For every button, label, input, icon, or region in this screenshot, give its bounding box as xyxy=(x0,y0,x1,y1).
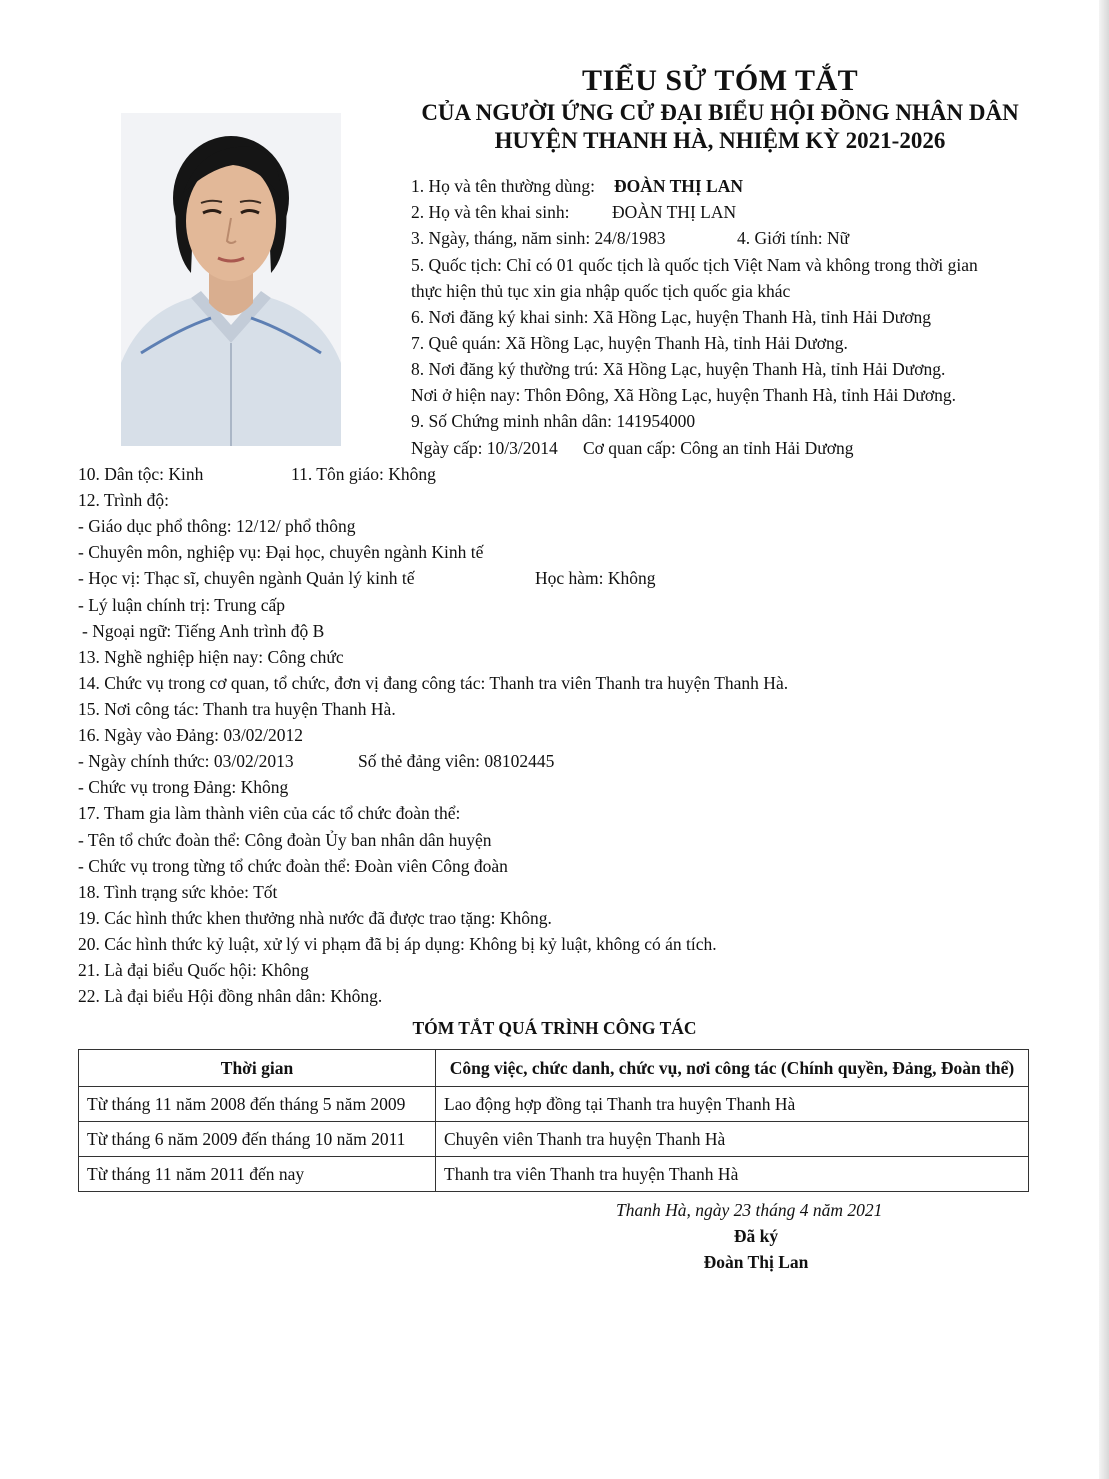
history-job: Lao động hợp đồng tại Thanh tra huyện Thanh Hà xyxy=(436,1087,1029,1122)
info-line-12c: - Học vị: Thạc sĩ, chuyên ngành Quản lý kinh tế xyxy=(78,568,415,588)
info-line-1: 1. Họ và tên thường dùng: ĐOÀN THỊ LAN xyxy=(411,176,744,196)
history-job: Thanh tra viên Thanh tra huyện Thanh Hà xyxy=(436,1157,1029,1192)
candidate-photo xyxy=(121,113,341,446)
info-line-5b: thực hiện thủ tục xin gia nhập quốc tịch quốc gia khác xyxy=(411,281,791,301)
info-line-12d: - Lý luận chính trị: Trung cấp xyxy=(78,595,286,615)
history-time: Từ tháng 11 năm 2011 đến nay xyxy=(79,1157,436,1192)
info-line-12e: - Ngoại ngữ: Tiếng Anh trình độ B xyxy=(82,621,325,641)
info-line-17: 17. Tham gia làm thành viên của các tổ chức đoàn thể: xyxy=(78,803,461,823)
info-line-15: 15. Nơi công tác: Thanh tra huyện Thanh Hà. xyxy=(78,699,396,719)
info-line-13: 13. Nghề nghiệp hiện nay: Công chức xyxy=(78,647,344,667)
signature-date: Thanh Hà, ngày 23 tháng 4 năm 2021 xyxy=(616,1200,883,1220)
history-col-job: Công việc, chức danh, chức vụ, nơi công tác (Chính quyền, Đảng, Đoàn thể) xyxy=(436,1050,1029,1087)
document-page: TIỂU SỬ TÓM TẮT CỦA NGƯỜI ỨNG CỬ ĐẠI BIỂU HỘI ĐỒNG NHÂN DÂN HUYỆN THANH HÀ, NHIỆM KỲ 2021-2026 1. Họ và tên thường dùng: ĐOÀN THỊ LAN 2. Họ và tên khai sinh: ĐOÀN THỊ LAN 3. Ngày, tháng, năm sinh: 24/8/1983 4. Giới tính: Nữ 5. Quốc tịch: Chỉ có 01 quốc tịch là quốc tịch Việt Nam và không trong thời gian thực hiện thủ tục xin gia nhập quốc tịch quốc gia khác 6. Nơi đăng ký khai sinh: Xã Hồng Lạc, huyện Thanh Hà, tỉnh Hải Dương 7. Quê quán: Xã Hồng Lạc, huyện Thanh Hà, tỉnh Hải Dương. 8. Nơi đăng ký thường trú: Xã Hồng Lạc, huyện Thanh Hà, tỉnh Hải Dương. Nơi ở hiện nay: Thôn Đông, Xã Hồng Lạc, huyện Thanh Hà, tỉnh Hải Dương. 9. Số Chứng minh nhân dân: 141954000 Ngày cấp: 10/3/2014 Cơ quan cấp: Công an tỉnh Hải Dương 10. Dân tộc: Kinh 11. Tôn giáo: Không 12. Trình độ: - Giáo dục phổ thông: 12/12/ phổ thông - Chuyên môn, nghiệp vụ: Đại học, chuyên ngành Kinh tế - Học vị: Thạc sĩ, chuyên ngành Quản lý kinh tế Học hàm: Không - Lý luận chính trị: Trung cấp - Ngoại ngữ: Tiếng Anh trình độ B 13. Nghề nghiệp hiện nay: Công chức 14. Chức vụ trong cơ quan, tổ chức, đơn vị đang công tác: Thanh tra viên Thanh tra huyện Thanh Hà. 15. Nơi công tác: Thanh tra huyện Thanh Hà. 16. Ngày vào Đảng: 03/02/2012 - Ngày chính thức: 03/02/2013 Số thẻ đảng viên: 08102445 - Chức vụ trong Đảng: Không 17. Tham gia làm thành viên của các tổ chức đoàn thể: - Tên tổ chức đoàn thể: Công đoàn Ủy ban nhân dân huyện - Chức vụ trong từng tổ chức đoàn thể: Đoàn viên Công đoàn 18. Tình trạng sức khỏe: Tốt 19. Các hình thức khen thưởng nhà nước đã được trao tặng: Không. 20. Các hình thức kỷ luật, xử lý vi phạm đã bị áp dụng: Không bị kỷ luật, không có án tích. 21. Là đại biểu Quốc hội: Không 22. Là đại biểu Hội đồng nhân dân: Không. TÓM TẮT QUÁ TRÌNH CÔNG TÁC Thời gian Công việc, chức danh, chức vụ, nơi công tác (Chính quyền, Đảng, Đoàn thể) Từ tháng 11 năm 2008 đến tháng 5 năm 2009 Lao động hợp đồng tại Thanh tra huyện Thanh Hà Từ tháng 6 năm 2009 đến tháng 10 năm 2011 Chuyên viên Thanh tra huyện Thanh Hà Từ tháng 11 năm 2011 đến nay Thanh tra viên Thanh tra huyện Thanh Hà Thanh Hà, ngày 23 tháng 4 năm 2021 Đã ký Đoàn Thị Lan xyxy=(0,0,1109,1479)
info-line-16: 16. Ngày vào Đảng: 03/02/2012 xyxy=(78,725,304,745)
info-line-14: 14. Chức vụ trong cơ quan, tổ chức, đơn vị đang công tác: Thanh tra viên Thanh tra huyện Thanh Hà. xyxy=(78,673,789,693)
document-subtitle-2: HUYỆN THANH HÀ, NHIỆM KỲ 2021-2026 xyxy=(494,128,946,153)
info-line-10: 10. Dân tộc: Kinh xyxy=(78,464,204,484)
info-line-22: 22. Là đại biểu Hội đồng nhân dân: Không. xyxy=(78,986,383,1006)
history-table xyxy=(78,1049,1029,1192)
info-line-16a: - Ngày chính thức: 03/02/2013 xyxy=(78,751,294,771)
info-line-16b: - Chức vụ trong Đảng: Không xyxy=(78,777,289,797)
history-time: Từ tháng 11 năm 2008 đến tháng 5 năm 2009 xyxy=(79,1087,436,1122)
info-line-19: 19. Các hình thức khen thưởng nhà nước đã được trao tặng: Không. xyxy=(78,908,552,928)
info-line-17a: - Tên tổ chức đoàn thể: Công đoàn Ủy ban nhân dân huyện xyxy=(78,830,492,850)
info-line-4: 4. Giới tính: Nữ xyxy=(737,228,850,248)
info-line-9b: Ngày cấp: 10/3/2014 xyxy=(411,438,558,458)
info-line-20: 20. Các hình thức kỷ luật, xử lý vi phạm đã bị áp dụng: Không bị kỷ luật, không có án tích. xyxy=(78,934,717,954)
document-subtitle-1: CỦA NGƯỜI ỨNG CỬ ĐẠI BIỂU HỘI ĐỒNG NHÂN DÂN xyxy=(421,100,1019,125)
info-line-9: 9. Số Chứng minh nhân dân: 141954000 xyxy=(411,411,696,431)
history-title: TÓM TẮT QUÁ TRÌNH CÔNG TÁC xyxy=(412,1018,697,1038)
history-time: Từ tháng 6 năm 2009 đến tháng 10 năm 2011 xyxy=(79,1122,436,1157)
info-line-8b: Nơi ở hiện nay: Thôn Đông, Xã Hồng Lạc, huyện Thanh Hà, tỉnh Hải Dương. xyxy=(411,385,956,405)
info-line-16a2: Số thẻ đảng viên: 08102445 xyxy=(358,751,555,771)
info-line-5a: 5. Quốc tịch: Chỉ có 01 quốc tịch là quốc tịch Việt Nam và không trong thời gian xyxy=(411,255,978,275)
info-line-12b: - Chuyên môn, nghiệp vụ: Đại học, chuyên ngành Kinh tế xyxy=(78,542,484,562)
info-line-2: 2. Họ và tên khai sinh: ĐOÀN THỊ LAN xyxy=(411,202,737,222)
info-line-8: 8. Nơi đăng ký thường trú: Xã Hồng Lạc, huyện Thanh Hà, tỉnh Hải Dương. xyxy=(411,359,946,379)
info-line-18: 18. Tình trạng sức khỏe: Tốt xyxy=(78,882,278,902)
history-header-row xyxy=(79,1050,1029,1087)
signature-signed: Đã ký xyxy=(733,1226,779,1246)
table-row xyxy=(79,1087,1029,1122)
info-line-11: 11. Tôn giáo: Không xyxy=(291,464,436,484)
history-job: Chuyên viên Thanh tra huyện Thanh Hà xyxy=(436,1122,1029,1157)
info-line-21: 21. Là đại biểu Quốc hội: Không xyxy=(78,960,309,980)
info-line-6: 6. Nơi đăng ký khai sinh: Xã Hồng Lạc, huyện Thanh Hà, tỉnh Hải Dương xyxy=(411,307,932,327)
info-line-9c: Cơ quan cấp: Công an tỉnh Hải Dương xyxy=(583,438,854,458)
info-line-12c2: Học hàm: Không xyxy=(535,568,656,588)
table-row xyxy=(79,1157,1029,1192)
info-line-3: 3. Ngày, tháng, năm sinh: 24/8/1983 xyxy=(411,228,666,248)
table-row xyxy=(79,1122,1029,1157)
page-edge xyxy=(1099,0,1109,1479)
signature-name: Đoàn Thị Lan xyxy=(703,1252,809,1272)
info-line-17b: - Chức vụ trong từng tổ chức đoàn thể: Đoàn viên Công đoàn xyxy=(78,856,508,876)
info-line-12a: - Giáo dục phổ thông: 12/12/ phổ thông xyxy=(78,516,356,536)
info-line-12: 12. Trình độ: xyxy=(78,490,169,510)
info-line-7: 7. Quê quán: Xã Hồng Lạc, huyện Thanh Hà, tỉnh Hải Dương. xyxy=(411,333,848,353)
history-col-time: Thời gian xyxy=(79,1050,436,1087)
